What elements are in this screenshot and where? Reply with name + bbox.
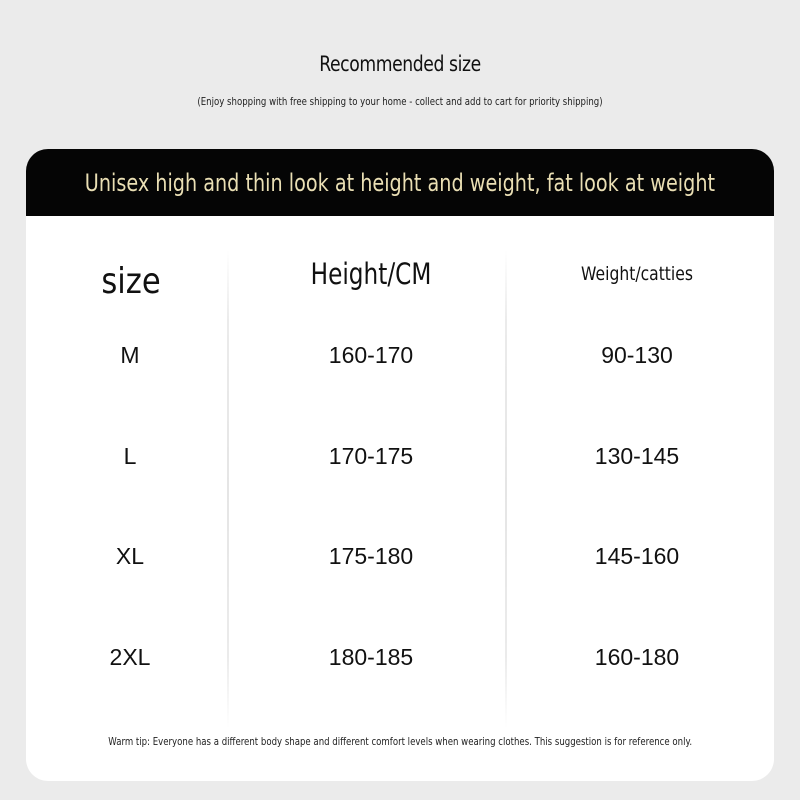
cell-height: 175-180 — [328, 543, 414, 569]
cell-height: 160-170 — [328, 342, 414, 368]
banner-text: Unisex high and thin look at height and weight, fat look at weight — [84, 168, 716, 197]
cell-weight: 130-145 — [594, 443, 680, 469]
banner — [26, 149, 774, 216]
cell-size: L — [123, 443, 137, 469]
cell-weight: 145-160 — [594, 543, 680, 569]
cell-height: 170-175 — [328, 443, 414, 469]
cell-size: 2XL — [109, 644, 151, 670]
cell-height: 180-185 — [328, 644, 414, 670]
warm-tip: Warm tip: Everyone has a different body shape and different comfort levels when wearing clothes. This suggestion is for reference only. — [108, 735, 693, 748]
page-title: Recommended size — [319, 52, 481, 76]
page-subtitle: (Enjoy shopping with free shipping to your home - collect and add to cart for priority shipping) — [197, 95, 603, 108]
column-header-size: size — [101, 261, 161, 302]
column-header-weight: Weight/catties — [581, 263, 693, 285]
column-divider — [227, 249, 229, 729]
size-chart-card — [26, 149, 774, 781]
cell-weight: 160-180 — [594, 644, 680, 670]
cell-size: M — [120, 342, 140, 368]
cell-weight: 90-130 — [601, 342, 673, 368]
column-divider — [505, 249, 507, 729]
column-header-height: Height/CM — [310, 257, 432, 291]
cell-size: XL — [115, 543, 145, 569]
